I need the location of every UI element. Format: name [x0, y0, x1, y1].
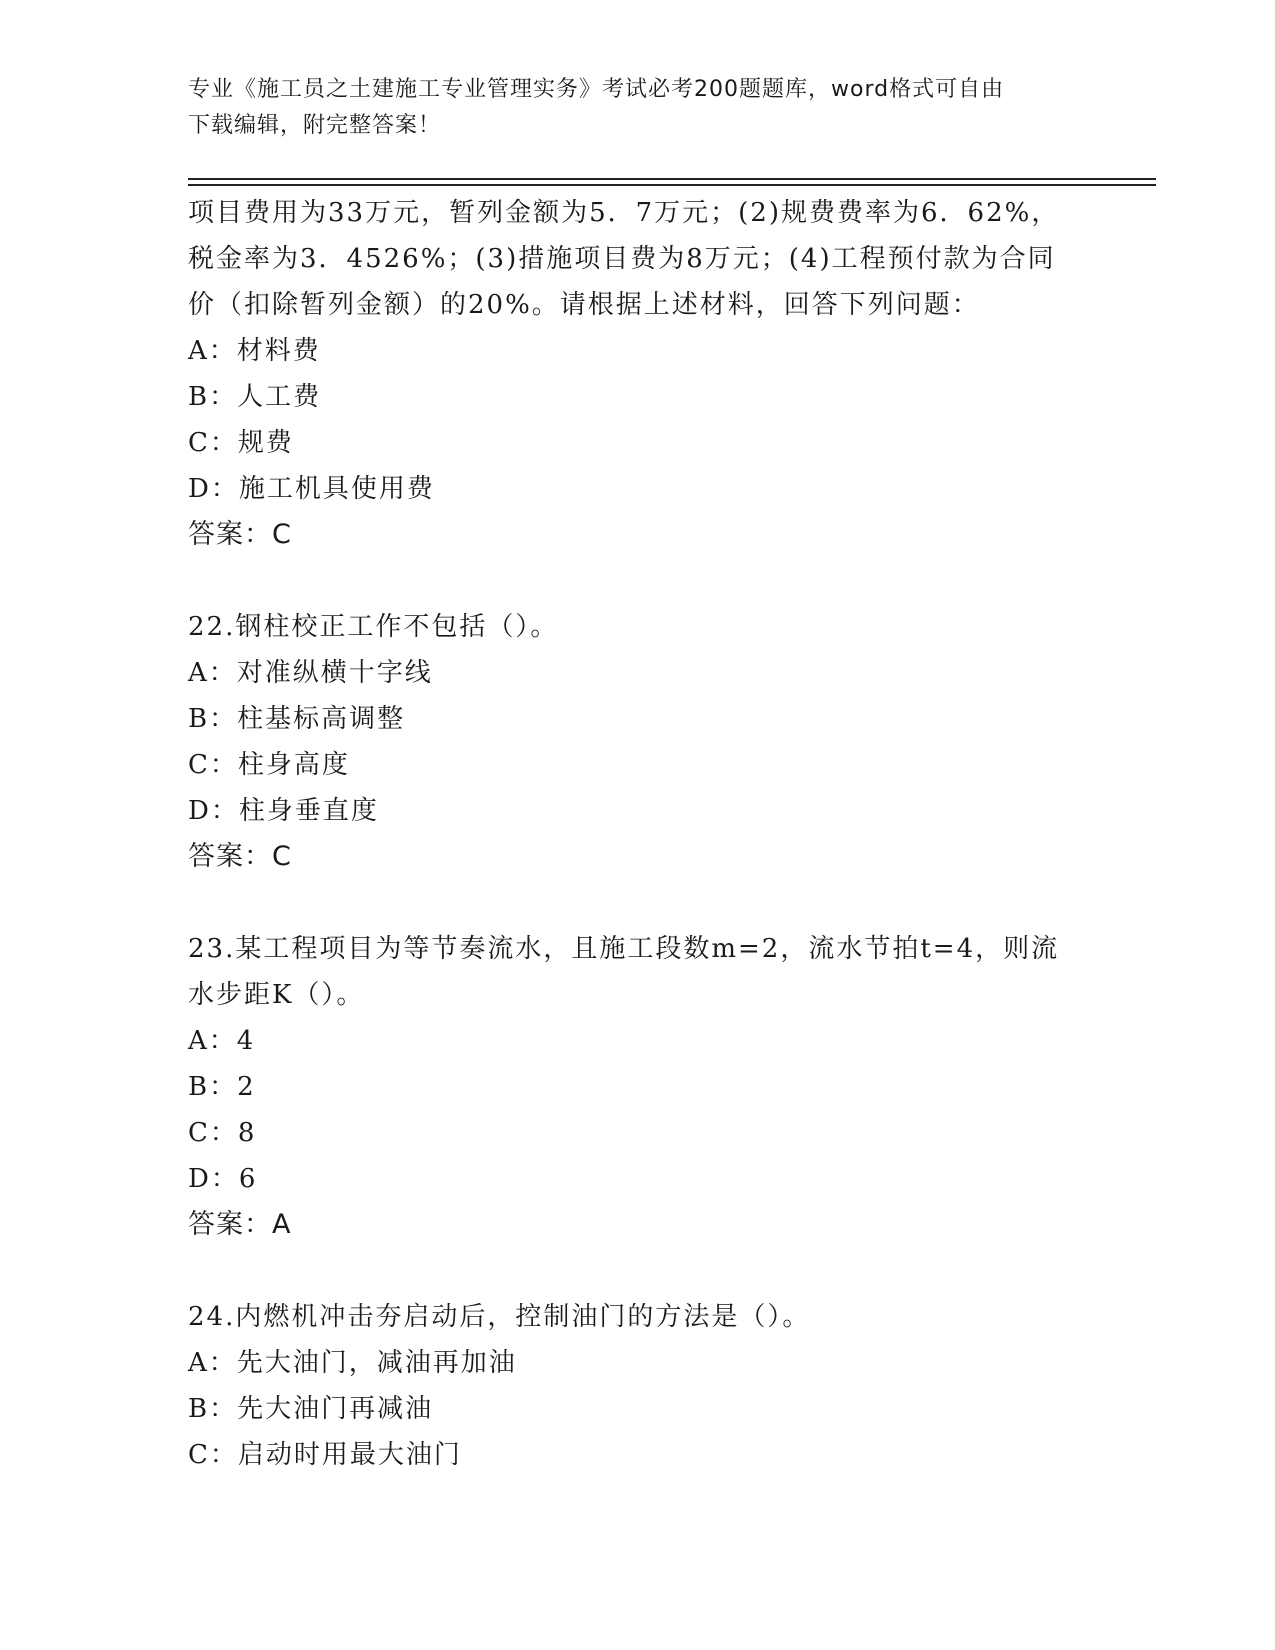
question-21-continued: [188, 190, 1088, 558]
option-c: C：柱身高度: [188, 750, 350, 780]
option-c: C：8: [188, 1118, 257, 1148]
question-text-line: 24.内燃机冲击夯启动后，控制油门的方法是（）。: [188, 1302, 811, 1332]
question-text-line: 价（扣除暂列金额）的20%。请根据上述材料，回答下列问题：: [188, 290, 980, 320]
question-text-line: 税金率为3．4526%；(3)措施项目费为8万元；(4)工程预付款为合同: [188, 244, 1056, 274]
header-line-1: 专业《施工员之土建施工专业管理实务》考试必考200题题库，word格式可自由: [188, 77, 1005, 102]
document-body: [188, 190, 1088, 1478]
spacer: [188, 558, 1088, 604]
option-c: C：启动时用最大油门: [188, 1440, 462, 1470]
question-text-line: 22.钢柱校正工作不包括（）。: [188, 612, 559, 642]
option-b: B：柱基标高调整: [188, 704, 406, 734]
option-a: A：材料费: [188, 336, 321, 366]
document-header: [188, 72, 1068, 144]
answer-line: 答案：A: [188, 1209, 292, 1240]
question-22: [188, 604, 1088, 880]
question-text-line: 项目费用为33万元，暂列金额为5．7万元；(2)规费费率为6．62%，: [188, 198, 1060, 228]
option-b: B：先大油门再减油: [188, 1394, 434, 1424]
question-text-line: 水步距K（）。: [188, 980, 365, 1010]
answer-line: 答案：C: [188, 841, 292, 872]
header-divider-top: [188, 178, 1156, 180]
question-24: [188, 1294, 1088, 1478]
option-a: A：4: [188, 1026, 256, 1056]
option-b: B：人工费: [188, 382, 322, 412]
spacer: [188, 880, 1088, 926]
option-a: A：先大油门，减油再加油: [188, 1348, 517, 1378]
question-text-line: 23.某工程项目为等节奏流水，且施工段数m=2，流水节拍t=4，则流: [188, 934, 1060, 964]
option-c: C：规费: [188, 428, 294, 458]
header-divider-bottom: [188, 184, 1156, 186]
option-d: D：6: [188, 1164, 258, 1194]
question-23: [188, 926, 1088, 1248]
header-line-2: 下载编辑，附完整答案！: [188, 113, 442, 138]
answer-line: 答案：C: [188, 519, 292, 550]
spacer: [188, 1248, 1088, 1294]
option-b: B：2: [188, 1072, 256, 1102]
option-a: A：对准纵横十字线: [188, 658, 433, 688]
option-d: D：施工机具使用费: [188, 474, 435, 504]
option-d: D：柱身垂直度: [188, 796, 379, 826]
